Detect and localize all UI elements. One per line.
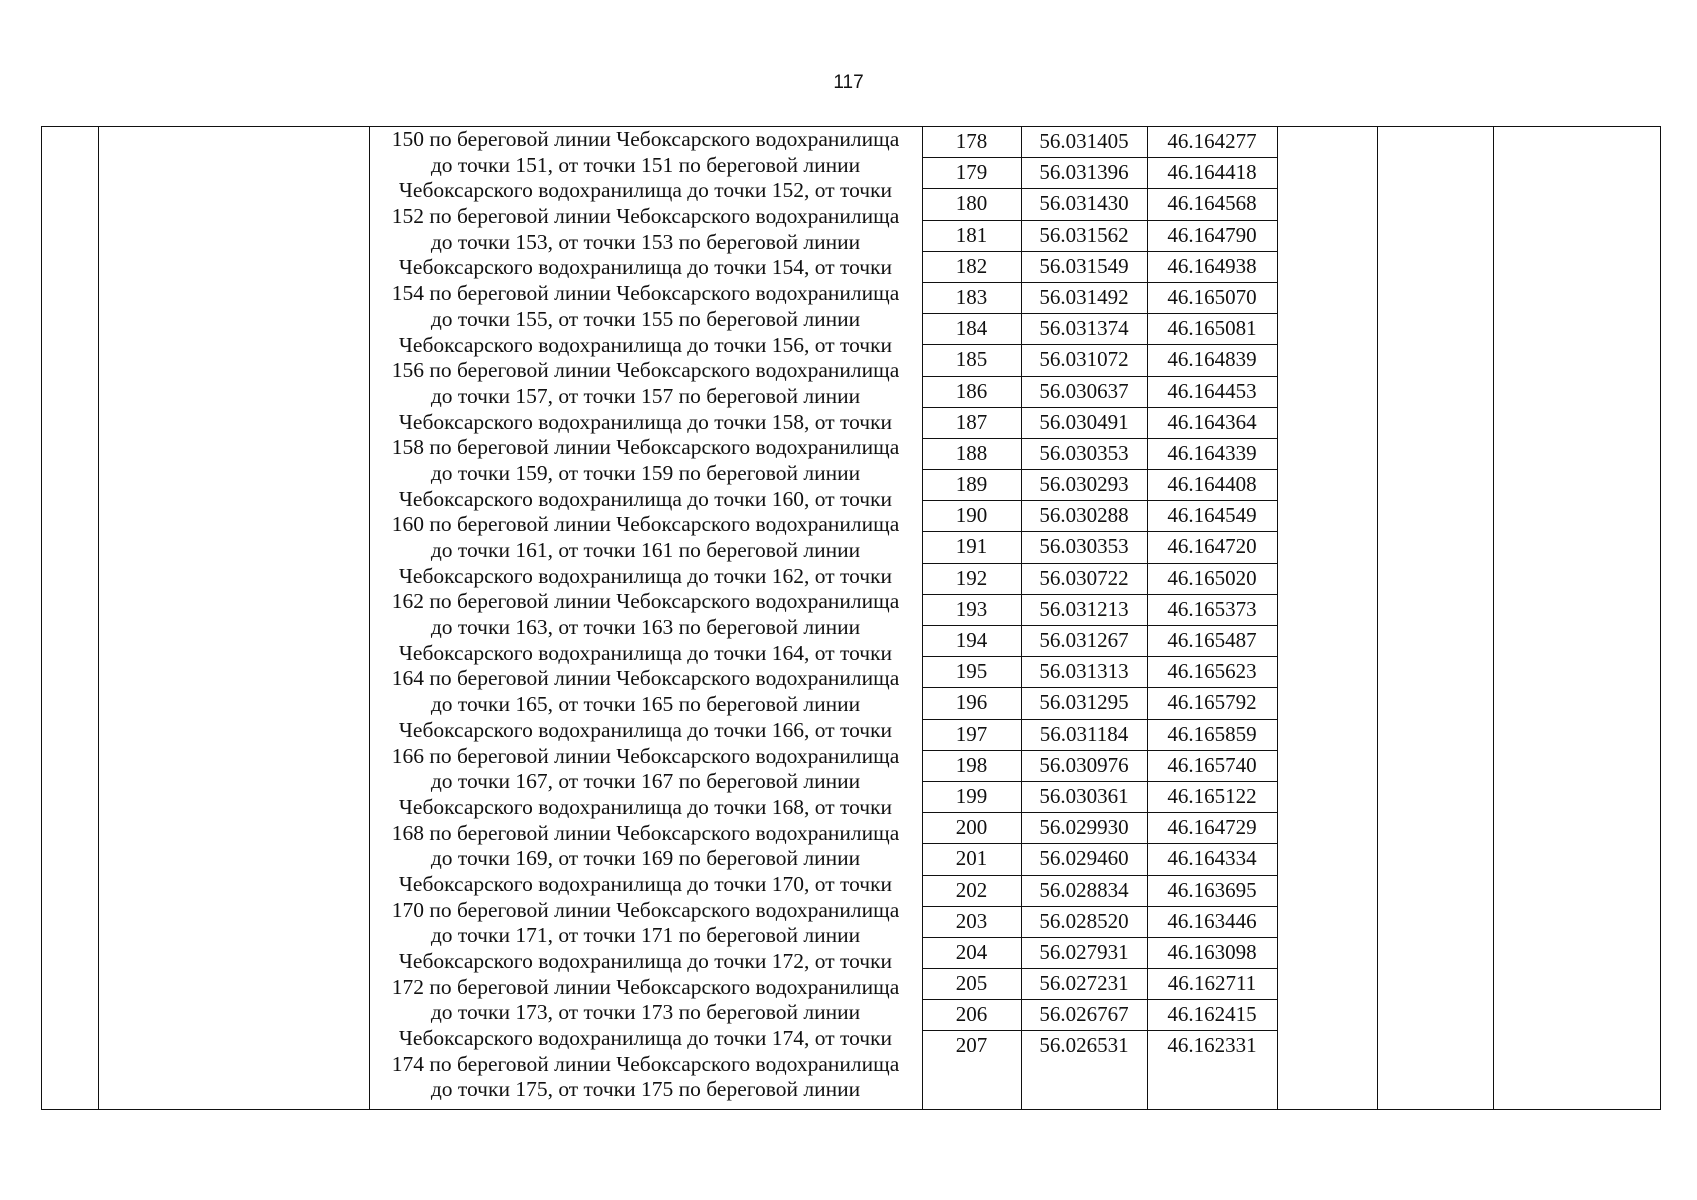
longitude-cell: 46.165623 <box>1167 659 1257 684</box>
description-line: Чебоксарского водохранилища до точки 158, от точки <box>398 409 893 434</box>
longitude-cell: 46.165122 <box>1167 783 1257 808</box>
description-line: 170 по береговой линии Чебоксарского водохранилища <box>391 897 900 922</box>
point-number: 206 <box>955 1002 988 1027</box>
description-line: 154 по береговой линии Чебоксарского водохранилища <box>391 281 900 306</box>
table-row <box>922 408 1277 439</box>
page-number: 117 <box>833 72 864 93</box>
description-line: Чебоксарского водохранилища до точки 156, от точки <box>398 332 893 357</box>
description-line: Чебоксарского водохранилища до точки 162, от точки <box>398 563 893 588</box>
description-line: до точки 163, от точки 163 по береговой линии <box>430 615 861 640</box>
table-row <box>922 189 1277 220</box>
table-row <box>922 345 1277 376</box>
latitude-cell: 56.027931 <box>1039 939 1129 964</box>
longitude-cell: 46.164938 <box>1167 253 1257 278</box>
latitude-cell: 56.030491 <box>1039 409 1129 434</box>
latitude-cell: 56.030637 <box>1039 378 1129 403</box>
latitude-cell: 56.031396 <box>1039 160 1129 185</box>
latitude-cell: 56.031213 <box>1039 596 1129 621</box>
latitude-cell: 56.031562 <box>1039 222 1129 247</box>
description-line: 152 по береговой линии Чебоксарского водохранилища <box>391 204 900 229</box>
longitude-cell: 46.164277 <box>1167 129 1257 153</box>
latitude-cell: 56.026767 <box>1039 1002 1129 1027</box>
table-row <box>922 813 1277 844</box>
point-number: 184 <box>955 316 988 341</box>
description-line: Чебоксарского водохранилища до точки 172, от точки <box>398 949 893 973</box>
description-line: до точки 155, от точки 155 по береговой линии <box>430 306 861 331</box>
point-number: 188 <box>955 440 988 465</box>
longitude-cell: 46.164453 <box>1167 378 1257 403</box>
longitude-cell: 46.164418 <box>1167 160 1257 185</box>
description-line: Чебоксарского водохранилища до точки 152, от точки <box>398 178 893 203</box>
column-divider <box>1377 127 1378 1109</box>
table-row <box>922 782 1277 813</box>
table-row <box>922 314 1277 345</box>
longitude-cell: 46.163098 <box>1167 939 1257 964</box>
table-row <box>922 938 1277 969</box>
latitude-cell: 56.030353 <box>1039 534 1129 559</box>
point-number: 207 <box>955 1033 988 1058</box>
latitude-cell: 56.031492 <box>1039 284 1129 309</box>
table-row <box>922 844 1277 875</box>
table-row <box>922 751 1277 782</box>
longitude-cell: 46.162711 <box>1167 971 1257 996</box>
description-line: до точки 169, от точки 169 по береговой линии <box>430 846 861 871</box>
boundary-description <box>369 127 922 1103</box>
description-line: 164 по береговой линии Чебоксарского водохранилища <box>391 666 900 691</box>
table-row <box>922 221 1277 252</box>
table-row <box>922 595 1277 626</box>
table-row <box>922 439 1277 470</box>
longitude-cell: 46.164568 <box>1167 191 1257 216</box>
point-number: 182 <box>955 253 988 278</box>
point-number: 189 <box>955 472 988 497</box>
description-line: до точки 173, от точки 173 по береговой линии <box>430 1000 861 1025</box>
description-line: 162 по береговой линии Чебоксарского водохранилища <box>391 589 900 614</box>
description-line: 158 по береговой линии Чебоксарского водохранилища <box>391 435 900 460</box>
column-divider <box>1493 127 1494 1109</box>
table-row <box>922 470 1277 501</box>
table-row <box>922 876 1277 907</box>
point-number: 185 <box>955 347 988 372</box>
latitude-cell: 56.031295 <box>1039 690 1129 715</box>
latitude-cell: 56.031549 <box>1039 253 1129 278</box>
latitude-cell: 56.030353 <box>1039 440 1129 465</box>
latitude-cell: 56.030722 <box>1039 565 1129 590</box>
table-row <box>922 626 1277 657</box>
longitude-cell: 46.165070 <box>1167 284 1257 309</box>
longitude-cell: 46.165859 <box>1167 721 1257 746</box>
point-number: 187 <box>955 409 988 434</box>
point-number: 192 <box>955 565 988 590</box>
table-row <box>922 252 1277 283</box>
description-line: до точки 157, от точки 157 по береговой линии <box>430 383 861 408</box>
longitude-cell: 46.165740 <box>1167 752 1257 777</box>
longitude-cell: 46.164408 <box>1167 472 1257 497</box>
description-line: 172 по береговой линии Чебоксарского водохранилища <box>391 974 900 999</box>
table-row <box>922 158 1277 189</box>
point-number: 200 <box>955 815 988 840</box>
table-row <box>922 657 1277 688</box>
latitude-cell: 56.031405 <box>1039 129 1129 153</box>
longitude-cell: 46.165792 <box>1167 690 1257 715</box>
description-line: Чебоксарского водохранилища до точки 164, от точки <box>398 640 893 665</box>
longitude-cell: 46.165487 <box>1167 628 1257 652</box>
point-number: 183 <box>955 284 988 309</box>
table-row <box>922 532 1277 563</box>
latitude-cell: 56.028834 <box>1039 877 1129 902</box>
latitude-cell: 56.031267 <box>1039 628 1129 652</box>
longitude-cell: 46.165373 <box>1167 596 1257 621</box>
table-row <box>922 969 1277 1000</box>
table-row <box>922 377 1277 408</box>
description-line: до точки 151, от точки 151 по береговой линии <box>430 152 861 177</box>
longitude-cell: 46.165020 <box>1167 565 1257 590</box>
table-row <box>922 720 1277 751</box>
longitude-cell: 46.162415 <box>1167 1002 1257 1027</box>
description-line: 174 по береговой линии Чебоксарского водохранилища <box>391 1051 900 1076</box>
column-divider <box>1277 127 1278 1109</box>
description-line: Чебоксарского водохранилища до точки 154, от точки <box>398 255 893 280</box>
description-line: Чебоксарского водохранилища до точки 168, от точки <box>398 794 893 819</box>
longitude-cell: 46.164720 <box>1167 534 1257 559</box>
description-line: до точки 153, от точки 153 по береговой линии <box>430 229 861 254</box>
latitude-cell: 56.031313 <box>1039 659 1129 684</box>
latitude-cell: 56.030361 <box>1039 783 1129 808</box>
description-line: до точки 171, от точки 171 по береговой линии <box>430 923 861 948</box>
coordinate-rows <box>922 127 1277 1063</box>
table-row <box>922 1031 1277 1062</box>
point-number: 198 <box>955 752 988 777</box>
latitude-cell: 56.029930 <box>1039 815 1129 840</box>
description-line: до точки 159, от точки 159 по береговой линии <box>430 460 861 485</box>
point-number: 196 <box>955 690 988 715</box>
latitude-cell: 56.031374 <box>1039 316 1129 341</box>
point-number: 181 <box>955 222 988 247</box>
longitude-cell: 46.164790 <box>1167 222 1257 247</box>
description-line: 156 по береговой линии Чебоксарского водохранилища <box>391 358 900 383</box>
point-number: 195 <box>955 659 988 684</box>
table-row <box>922 907 1277 938</box>
latitude-cell: 56.029460 <box>1039 846 1129 871</box>
point-number: 194 <box>955 628 988 652</box>
description-line: 166 по береговой линии Чебоксарского водохранилища <box>391 743 900 768</box>
point-number: 180 <box>955 191 988 216</box>
description-line: 160 по береговой линии Чебоксарского водохранилища <box>391 512 900 537</box>
point-number: 191 <box>955 534 988 559</box>
description-line: до точки 175, от точки 175 по береговой линии <box>430 1077 861 1102</box>
description-line: до точки 165, от точки 165 по береговой линии <box>430 692 861 717</box>
latitude-cell: 56.031184 <box>1039 721 1129 746</box>
point-number: 197 <box>955 721 988 746</box>
latitude-cell: 56.031430 <box>1039 191 1129 216</box>
point-number: 199 <box>955 783 988 808</box>
point-number: 179 <box>955 160 988 185</box>
table-row <box>922 283 1277 314</box>
longitude-cell: 46.164334 <box>1167 846 1257 871</box>
longitude-cell: 46.164339 <box>1167 440 1257 465</box>
longitude-cell: 46.162331 <box>1167 1033 1257 1058</box>
latitude-cell: 56.031072 <box>1039 347 1129 372</box>
point-number: 190 <box>955 503 988 528</box>
longitude-cell: 46.163695 <box>1167 877 1257 902</box>
latitude-cell: 56.030293 <box>1039 472 1129 497</box>
description-line: Чебоксарского водохранилища до точки 166, от точки <box>398 717 893 742</box>
latitude-cell: 56.027231 <box>1039 971 1129 996</box>
point-number: 203 <box>955 908 988 933</box>
latitude-cell: 56.030288 <box>1039 503 1129 528</box>
latitude-cell: 56.026531 <box>1039 1033 1129 1058</box>
description-line: 150 по береговой линии Чебоксарского водохранилища <box>391 127 900 151</box>
latitude-cell: 56.028520 <box>1039 908 1129 933</box>
column-divider <box>98 127 99 1109</box>
point-number: 205 <box>955 971 988 996</box>
description-line: до точки 167, от точки 167 по береговой линии <box>430 769 861 794</box>
point-number: 186 <box>955 378 988 403</box>
description-line: Чебоксарского водохранилища до точки 160, от точки <box>398 486 893 511</box>
point-number: 193 <box>955 596 988 621</box>
latitude-cell: 56.030976 <box>1039 752 1129 777</box>
table-row <box>922 1000 1277 1031</box>
longitude-cell: 46.163446 <box>1167 908 1257 933</box>
table-row <box>922 127 1277 158</box>
description-line: до точки 161, от точки 161 по береговой линии <box>430 538 861 562</box>
longitude-cell: 46.164364 <box>1167 409 1257 434</box>
description-line: 168 по береговой линии Чебоксарского водохранилища <box>391 820 900 845</box>
point-number: 178 <box>955 129 988 153</box>
longitude-cell: 46.164839 <box>1167 347 1257 372</box>
description-line: Чебоксарского водохранилища до точки 174, от точки <box>398 1026 893 1051</box>
point-number: 201 <box>955 846 988 871</box>
longitude-cell: 46.165081 <box>1167 316 1257 341</box>
coordinates-table <box>41 126 1661 1110</box>
description-line: Чебоксарского водохранилища до точки 170, от точки <box>398 871 893 896</box>
table-row <box>922 564 1277 595</box>
point-number: 202 <box>955 877 988 902</box>
table-row <box>922 501 1277 532</box>
longitude-cell: 46.164549 <box>1167 503 1257 528</box>
table-row <box>922 688 1277 719</box>
point-number: 204 <box>955 939 988 964</box>
longitude-cell: 46.164729 <box>1167 815 1257 840</box>
